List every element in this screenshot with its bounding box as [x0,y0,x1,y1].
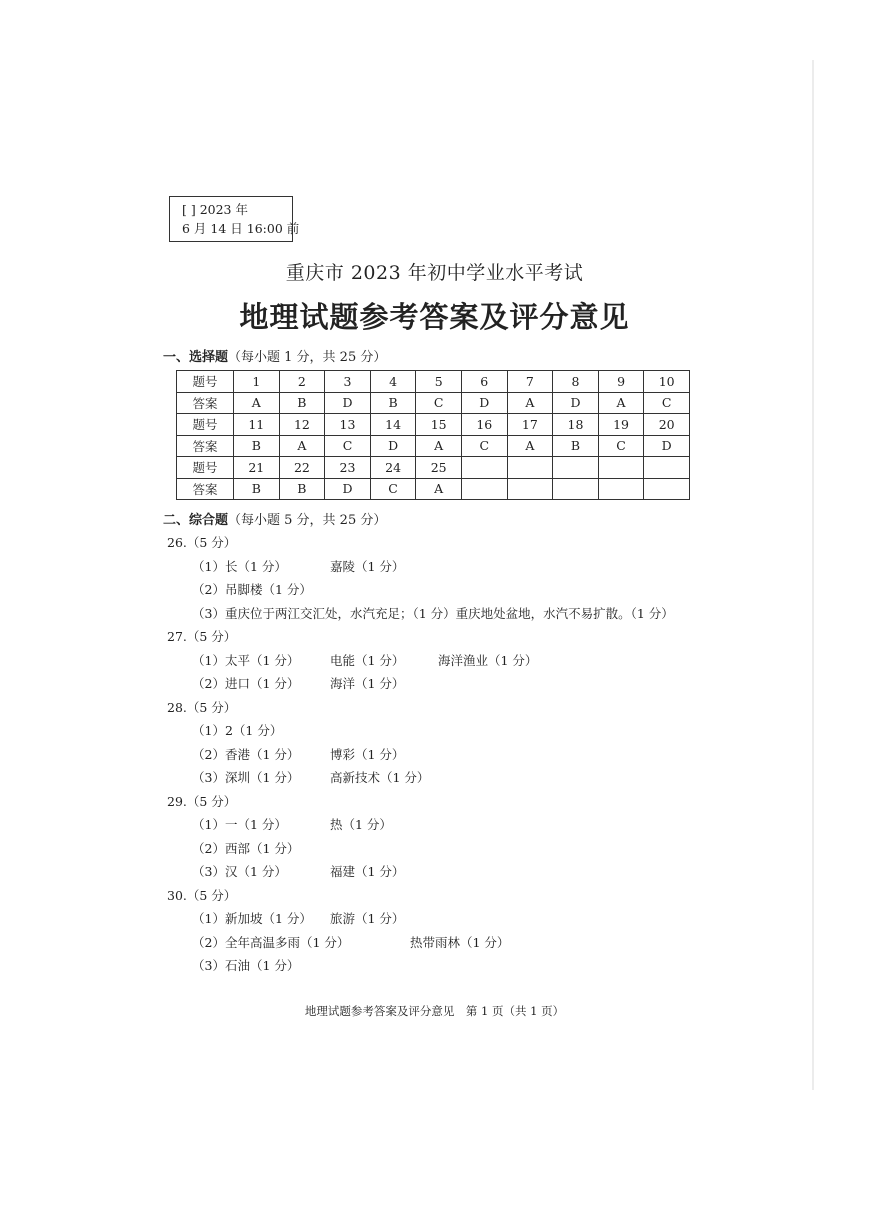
answer-text: 热带雨林（1 分） [410,934,510,950]
table-cell: B [234,478,280,500]
row-label-cell: 答案 [177,478,234,500]
answer-text: （1）一（1 分） [192,817,287,832]
exam-title: 重庆市 2023 年初中学业水平考试 [285,262,584,284]
section-1-heading [163,346,386,365]
table-cell: 24 [370,457,416,479]
table-row [177,392,690,414]
answer-text: （1）太平（1 分） [192,652,300,668]
answer-text: 福建（1 分） [330,864,405,879]
answer-text: （1）2（1 分） [192,723,283,738]
answer-text: （2）全年高温多雨（1 分） [192,934,350,950]
row-label-cell: 题号 [177,414,234,436]
table-cell: 4 [370,371,416,393]
table-cell: B [279,392,325,414]
table-cell [461,457,507,479]
answer-text: 高新技术（1 分） [330,770,430,785]
table-cell: 1 [234,371,280,393]
table-cell: A [507,392,553,414]
answer-text: 海洋（1 分） [330,676,405,691]
table-cell: 17 [507,414,553,436]
answer-text: 电能（1 分） [330,652,405,668]
table-cell: B [553,435,599,457]
table-cell: 5 [416,371,462,393]
question-number: 26.（5 分） [167,535,237,550]
table-cell [553,457,599,479]
section-2-label: 二、综合题 [163,513,229,528]
section-1-label: 一、选择题 [163,350,229,365]
table-cell: 19 [598,414,644,436]
table-cell: C [370,478,416,500]
table-cell: 15 [416,414,462,436]
stamp-line-2: 6 月 14 日 16:00 前 [182,221,300,236]
table-cell: 20 [644,414,690,436]
table-row [177,414,690,436]
answer-text: 旅游（1 分） [330,911,405,926]
table-cell [644,478,690,500]
table-cell: D [370,435,416,457]
answer-text: （3）汉（1 分） [192,864,287,879]
answer-text: （1）新加坡（1 分） [192,911,312,926]
table-cell: A [416,478,462,500]
document-title: 地理试题参考答案及评分意见 [239,300,630,334]
table-row [177,371,690,393]
row-label-cell: 答案 [177,392,234,414]
answer-text: （3）石油（1 分） [192,958,300,973]
table-cell: C [644,392,690,414]
table-cell: 16 [461,414,507,436]
table-cell: 11 [234,414,280,436]
page-footer: 地理试题参考答案及评分意见 第 1 页（共 1 页） [304,1004,565,1018]
table-cell [507,478,553,500]
table-row [177,435,690,457]
table-cell: 7 [507,371,553,393]
question-number: 29.（5 分） [167,793,237,809]
stamp-line-1: [ ] 2023 年 [182,202,248,217]
table-cell [598,478,644,500]
table-cell: C [416,392,462,414]
table-cell: 22 [279,457,325,479]
table-cell [461,478,507,500]
section-2-heading [163,509,386,528]
table-cell [553,478,599,500]
page-edge [812,60,814,1090]
table-cell: A [507,435,553,457]
answer-text: （2）进口（1 分） [192,676,300,691]
answer-table [176,370,690,500]
table-cell: D [644,435,690,457]
answer-text: （3）重庆位于两江交汇处，水汽充足；（1 分）重庆地处盆地，水汽不易扩散。（1 分） [192,605,674,621]
question-number: 28.（5 分） [167,699,237,715]
table-cell: A [598,392,644,414]
table-cell: 23 [325,457,371,479]
table-cell: 6 [461,371,507,393]
answer-text: （2）香港（1 分） [192,746,300,762]
table-cell: D [461,392,507,414]
answer-text: 嘉陵（1 分） [330,558,405,574]
table-cell: B [370,392,416,414]
table-cell: B [234,435,280,457]
table-cell: 2 [279,371,325,393]
confidential-stamp-box [169,196,300,242]
table-cell: A [279,435,325,457]
table-cell: A [234,392,280,414]
answer-text: 博彩（1 分） [330,746,405,762]
table-row [177,478,690,500]
table-cell: 9 [598,371,644,393]
answer-text: 海洋渔业（1 分） [438,652,538,668]
table-cell [644,457,690,479]
table-cell [507,457,553,479]
table-cell: 13 [325,414,371,436]
table-cell: 25 [416,457,462,479]
row-label-cell: 答案 [177,435,234,457]
answer-text: （2）西部（1 分） [192,840,300,856]
table-cell: 3 [325,371,371,393]
table-cell [598,457,644,479]
question-number: 30.（5 分） [167,887,237,903]
answer-text: （2）吊脚楼（1 分） [192,582,312,597]
answer-text: 热（1 分） [330,817,392,832]
table-cell: 10 [644,371,690,393]
table-cell: 12 [279,414,325,436]
row-label-cell: 题号 [177,457,234,479]
question-number: 27.（5 分） [167,629,237,644]
section-1-note: （每小题 1 分，共 25 分） [228,350,387,365]
table-cell: A [416,435,462,457]
table-cell: D [325,478,371,500]
table-cell: C [461,435,507,457]
table-row [177,457,690,479]
table-cell: D [325,392,371,414]
table-cell: 21 [234,457,280,479]
table-cell: B [279,478,325,500]
section-2-note: （每小题 5 分，共 25 分） [228,513,387,528]
answer-text: （3）深圳（1 分） [192,770,300,785]
row-label-cell: 题号 [177,371,234,393]
answer-text: （1）长（1 分） [192,558,287,574]
table-cell: 14 [370,414,416,436]
table-cell: 8 [553,371,599,393]
table-cell: C [325,435,371,457]
table-cell: C [598,435,644,457]
table-cell: D [553,392,599,414]
table-cell: 18 [553,414,599,436]
